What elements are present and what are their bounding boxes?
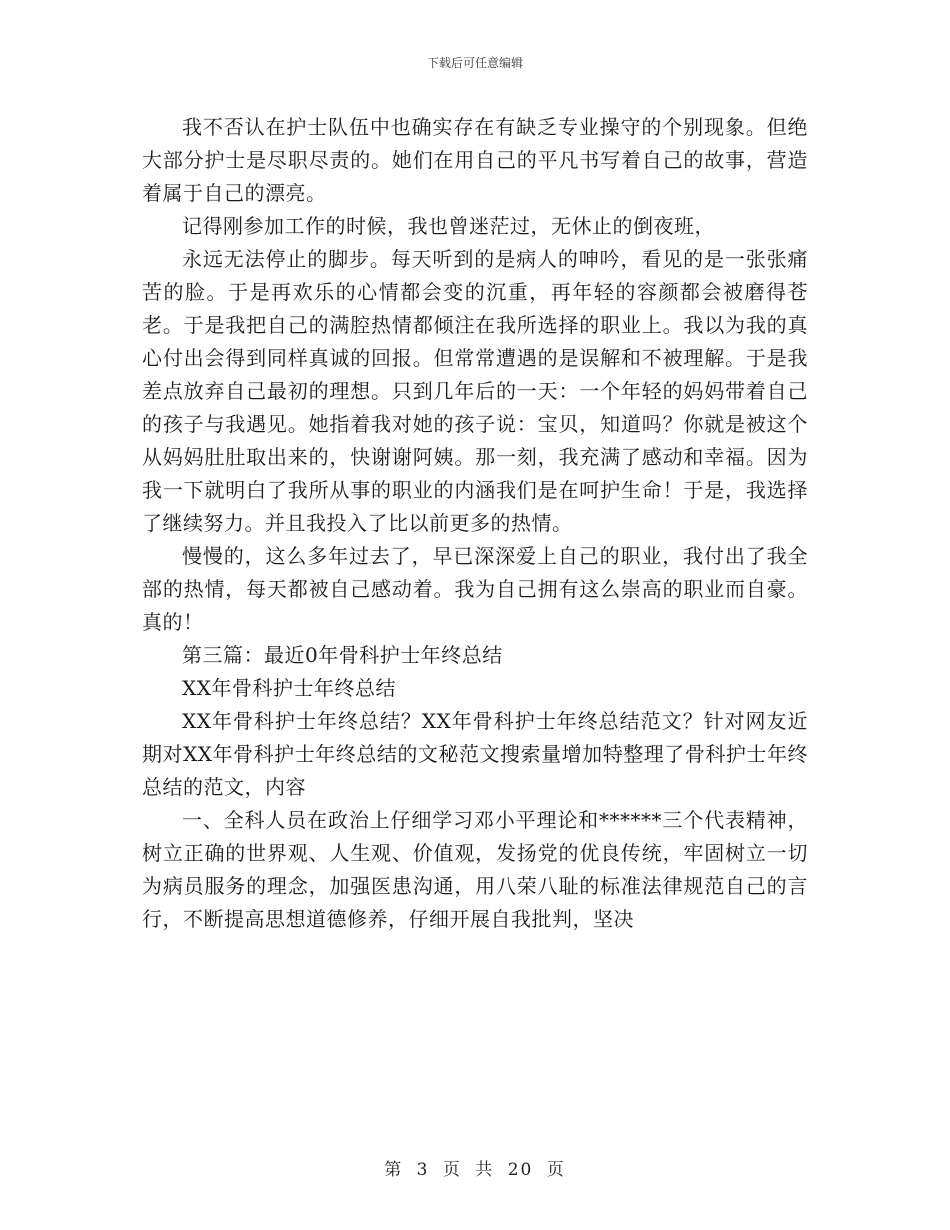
paragraph: 我不否认在护士队伍中也确实存在有缺乏专业操守的个别现象。但绝大部分护士是尽职尽责的。她们在用自己的平凡书写着自己的故事，营造着属于自己的漂亮。: [142, 115, 808, 205]
document-body: [142, 111, 808, 936]
paragraph: XX年骨科护士年终总结？XX年骨科护士年终总结范文？针对网友近期对XX年骨科护士年终总结的文秘范文搜索量增加特整理了骨科护士年终总结的范文，内容: [142, 709, 808, 799]
page-header-note: 下载后可任意编辑: [426, 56, 523, 70]
subsection-title: XX年骨科护士年终总结: [182, 676, 396, 700]
paragraph: 慢慢的，这么多年过去了，早已深深爱上自己的职业，我付出了我全部的热情，每天都被自己感动着。我为自己拥有这么崇高的职业而自豪。真的！: [142, 544, 808, 634]
paragraph: 永远无法停止的脚步。每天听到的是病人的呻吟，看见的是一张张痛苦的脸。于是再欢乐的心情都会变的沉重，再年轻的容颜都会被磨得苍老。于是我把自己的满腔热情都倾注在我所选择的职业上。我以为我的真心付出会得到同样真诚的回报。但常常遭遇的是误解和不被理解。于是我差点放弃自己最初的理想。只到几年后的一天：一个年轻的妈妈带着自己的孩子与我遇见。她指着我对她的孩子说：宝贝，知道吗？你就是被这个从妈妈肚肚取出来的，快谢谢阿姨。那一刻，我充满了感动和幸福。因为我一下就明白了我所从事的职业的内涵我们是在呵护生命！于是，我选择了继续努力。并且我投入了比以前更多的热情。: [142, 247, 808, 535]
paragraph: 一、全科人员在政治上仔细学习邓小平理论和******三个代表精神，树立正确的世界观、人生观、价值观，发扬党的优良传统，牢固树立一切为病员服务的理念，加强医患沟通，用八荣八耻的标准法律规范自己的言行，不断提高思想道德修养，仔细开展自我批判，坚决: [142, 808, 808, 931]
paragraph: 记得刚参加工作的时候，我也曾迷茫过，无休止的倒夜班，: [182, 214, 715, 238]
section-heading: 第三篇：最近0年骨科护士年终总结: [182, 643, 503, 667]
page-number-footer: 第 3 页 共 20 页: [384, 1160, 566, 1180]
